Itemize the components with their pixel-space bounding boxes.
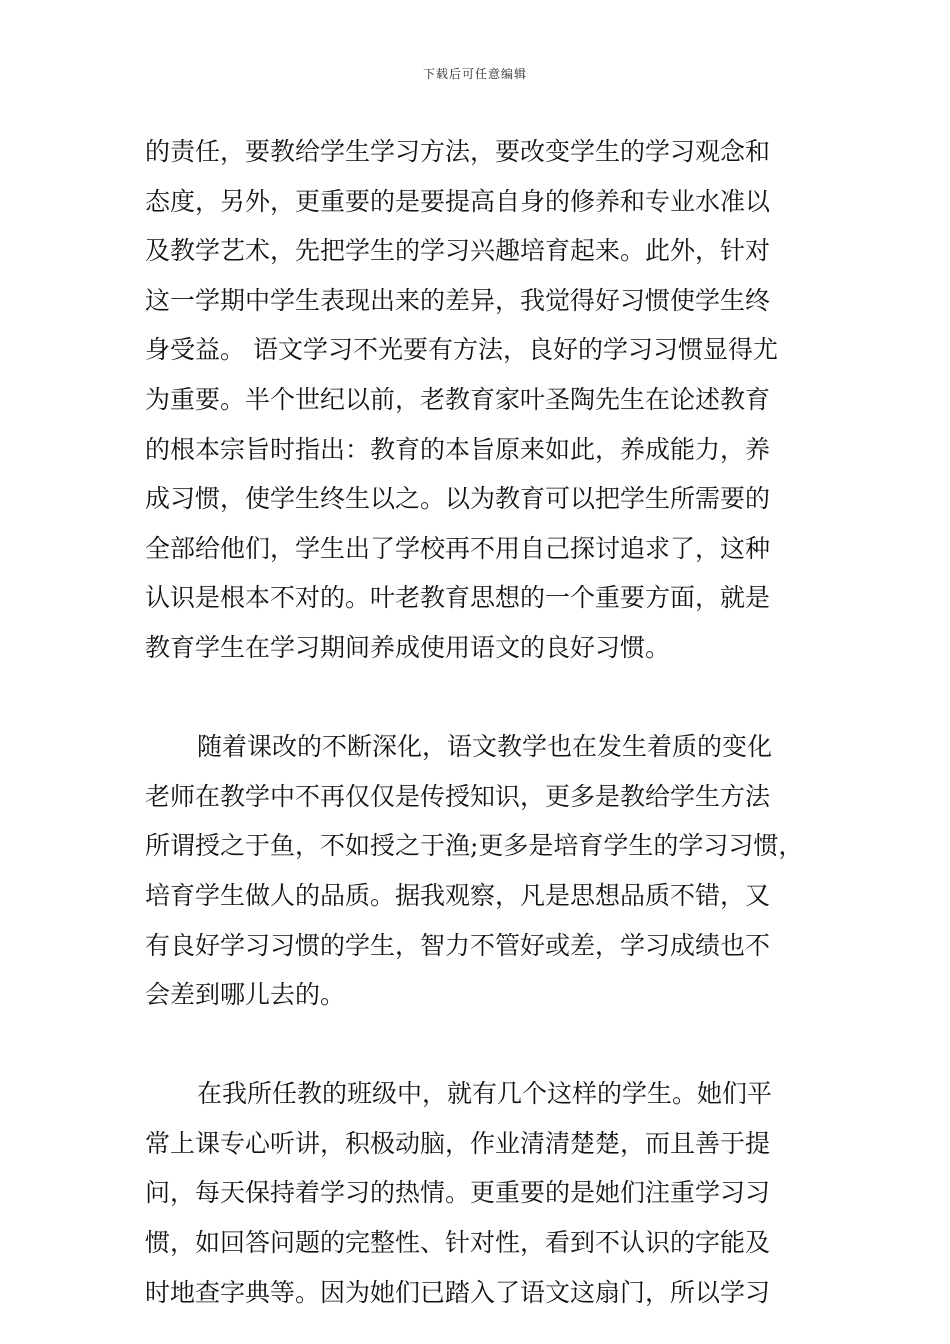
- text-line: 及教学艺术，先把学生的学习兴趣培育起来。此外，针对: [145, 236, 771, 266]
- text-line: 有良好学习习惯的学生，智力不管好或差，学习成绩也不: [145, 930, 771, 960]
- text-line: 会差到哪儿去的。: [145, 980, 346, 1010]
- document-body: [145, 127, 825, 1317]
- paragraph-gap: [145, 1020, 825, 1070]
- text-line: 随着课改的不断深化，语文教学也在发生着质的变化: [197, 732, 773, 762]
- text-line: 这一学期中学生表现出来的差异，我觉得好习惯使学生终: [145, 285, 771, 315]
- text-line: 成习惯，使学生终生以之。以为教育可以把学生所需要的: [145, 484, 771, 514]
- text-line: 教育学生在学习期间养成使用语文的良好习惯。: [145, 632, 671, 662]
- paragraph-gap: [145, 673, 825, 723]
- text-line: 在我所任教的班级中，就有几个这样的学生。她们平: [197, 1079, 773, 1109]
- text-line: 认识是根本不对的。叶老教育思想的一个重要方面，就是: [145, 583, 771, 613]
- text-line: 时地查字典等。因为她们已踏入了语文这扇门，所以学习: [145, 1277, 771, 1307]
- text-line: 常上课专心听讲，积极动脑，作业清清楚楚，而且善于提: [145, 1128, 771, 1158]
- text-line: 全部给他们，学生出了学校再不用自己探讨追求了，这种: [145, 533, 771, 563]
- text-line: 惯，如回答问题的完整性、针对性，看到不认识的字能及: [145, 1228, 771, 1258]
- text-line: 态度，另外，更重要的是要提高自身的修养和专业水准以: [145, 186, 771, 216]
- text-line: 所谓授之于鱼，不如授之于渔;更多是培育学生的学习习惯，: [145, 831, 804, 861]
- text-line: 身受益。 语文学习不光要有方法，良好的学习习惯显得尤: [145, 335, 778, 365]
- text-line: 培育学生做人的品质。据我观察，凡是思想品质不错，又: [145, 880, 771, 910]
- text-line: 为重要。半个世纪以前，老教育家叶圣陶先生在论述教育: [145, 384, 771, 414]
- text-line: 的根本宗旨时指出：教育的本旨原来如此，养成能力，养: [145, 434, 771, 464]
- text-line: 的责任，要教给学生学习方法，要改变学生的学习观念和: [145, 137, 771, 166]
- text-line: 问，每天保持着学习的热情。更重要的是她们注重学习习: [145, 1178, 771, 1208]
- text-line: 老师在教学中不再仅仅是传授知识，更多是教给学生方法: [145, 781, 771, 811]
- page-header-note: 下载后可任意编辑: [422, 67, 527, 81]
